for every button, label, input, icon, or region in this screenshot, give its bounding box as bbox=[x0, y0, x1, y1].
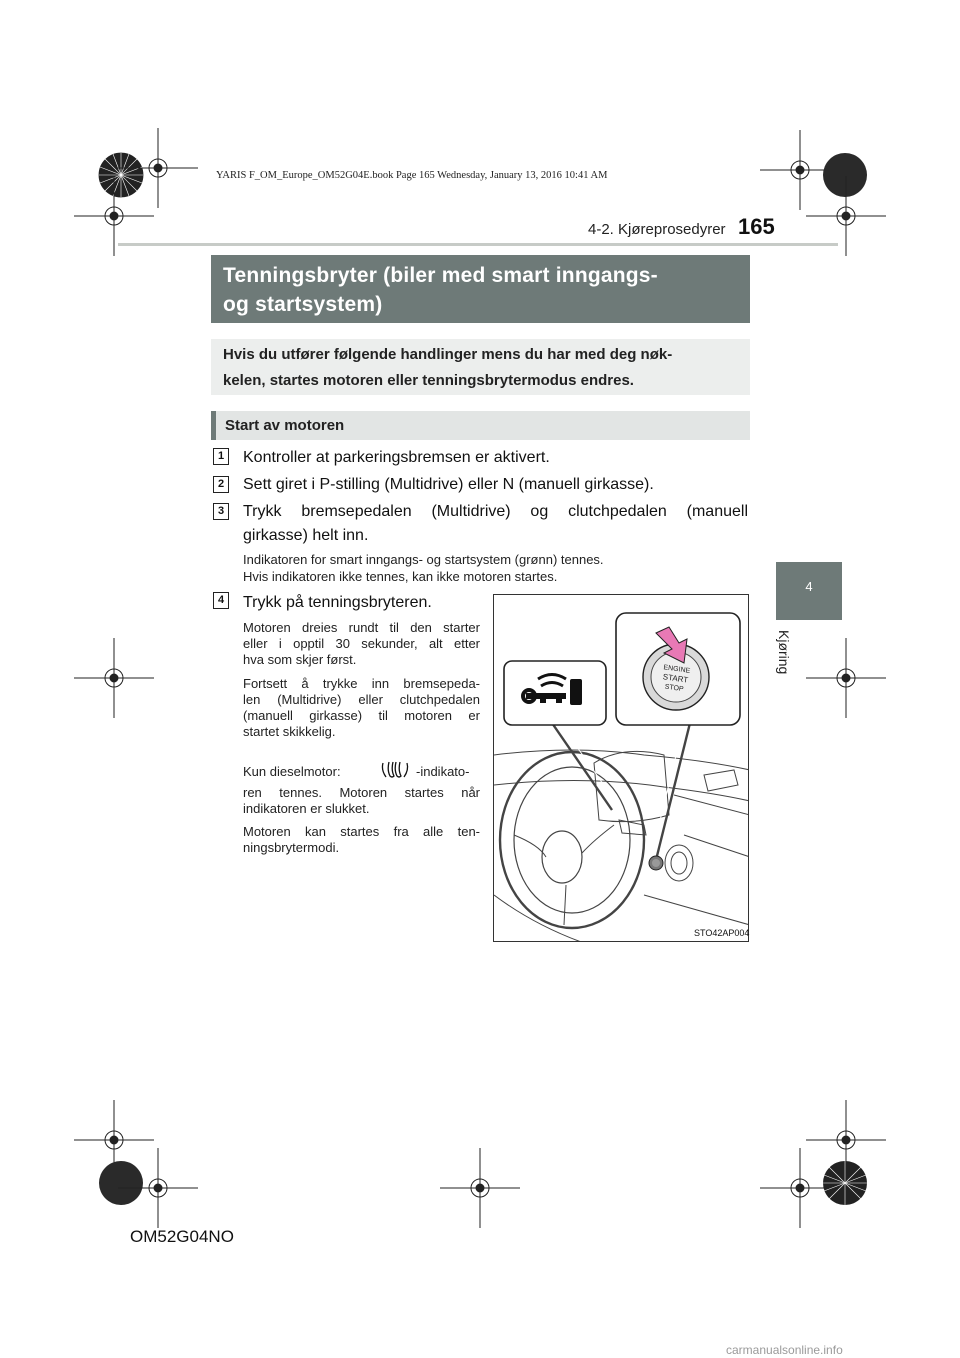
note-line: hva som skjer først. bbox=[243, 652, 357, 667]
step-4-note-paragraph-2 bbox=[243, 676, 480, 740]
book-file-info: YARIS F_OM_Europe_OM52G04E.book Page 165 Wednesday, January 13, 2016 10:41 AM bbox=[216, 170, 608, 181]
intro-line-1: Hvis du utfører følgende handlinger mens du har med deg nøk- bbox=[223, 346, 673, 363]
section-subheading: Start av motoren bbox=[211, 411, 750, 440]
note-line: Fortsett å trykke inn bremsepeda- bbox=[243, 676, 480, 691]
watermark: carmanualsonline.info bbox=[726, 1343, 843, 1357]
intro-text bbox=[211, 339, 750, 395]
note-line: Motoren dreies rundt til den starter bbox=[243, 620, 480, 635]
note-line: (manuell girkasse) til motoren er bbox=[243, 708, 480, 723]
button-engine-label: ENGINE bbox=[662, 664, 691, 675]
chapter-tab-label: Kjøring bbox=[776, 630, 792, 675]
chapter-tab: 4 bbox=[776, 562, 842, 620]
crosshair-bottom-left-icon bbox=[118, 1148, 198, 1228]
note-line: startet skikkelig. bbox=[243, 724, 336, 739]
step-2-text: Sett giret i P-stilling (Multidrive) eller N (manuell girkasse). bbox=[243, 476, 654, 493]
glow-plug-indicator-icon bbox=[380, 760, 410, 780]
step-number-4: 4 bbox=[213, 592, 229, 609]
header-divider bbox=[118, 243, 838, 246]
step-number-3: 3 bbox=[213, 503, 229, 520]
crosshair-right-middle-icon bbox=[806, 638, 886, 718]
diesel-note-suffix: -indikato- bbox=[416, 764, 470, 779]
step-3-note-line-1: Indikatoren for smart inngangs- og startsystem (grønn) tennes. bbox=[243, 552, 604, 567]
crosshair-bottom-center-icon bbox=[440, 1148, 520, 1228]
step-3-text-line-1: Trykk bremsepedalen (Multidrive) og clutchpedalen (manuell bbox=[243, 503, 748, 520]
step-1-text: Kontroller at parkeringsbremsen er aktivert. bbox=[243, 449, 550, 466]
note-line: Motoren kan startes fra alle ten- bbox=[243, 824, 480, 839]
dashboard-drawing bbox=[494, 595, 749, 942]
note-line: len (Multidrive) eller clutchpedalen bbox=[243, 692, 480, 707]
step-4-note-paragraph-1 bbox=[243, 620, 480, 668]
step-4-note-paragraph-3 bbox=[243, 785, 480, 817]
step-number-2: 2 bbox=[213, 476, 229, 493]
page-title bbox=[211, 255, 750, 323]
step-number-1: 1 bbox=[213, 448, 229, 465]
page-number: 165 bbox=[738, 214, 775, 239]
engine-start-illustration bbox=[493, 594, 749, 942]
button-stop-label: STOP bbox=[664, 683, 684, 694]
step-3-text-line-2: girkasse) helt inn. bbox=[243, 527, 369, 544]
page-title-line-1: Tenningsbryter (biler med smart inngangs- bbox=[223, 264, 658, 287]
step-3-note-line-2: Hvis indikatoren ikke tennes, kan ikke motoren startes. bbox=[243, 569, 558, 584]
note-line: ren tennes. Motoren startes når bbox=[243, 785, 480, 800]
step-4-text: Trykk på tenningsbryteren. bbox=[243, 594, 432, 611]
manual-code: OM52G04NO bbox=[130, 1227, 234, 1246]
section-path: 4-2. Kjøreprosedyrer bbox=[588, 221, 726, 238]
note-line: eller i opptil 30 sekunder, alt etter bbox=[243, 636, 480, 651]
crosshair-left-middle-icon bbox=[74, 638, 154, 718]
registration-mark-bottom-right-icon bbox=[820, 1158, 870, 1208]
note-line: ningsbrytermodi. bbox=[243, 840, 340, 855]
figure-code: STO42AP004 bbox=[694, 928, 750, 938]
page-title-line-2: og startsystem) bbox=[223, 293, 383, 316]
button-start-label: START bbox=[662, 672, 689, 685]
step-4-note-paragraph-4 bbox=[243, 824, 480, 856]
diesel-note-prefix: Kun dieselmotor: bbox=[243, 764, 341, 779]
intro-line-2: kelen, startes motoren eller tenningsbrytermodus endres. bbox=[223, 372, 634, 389]
chapter-tab-label-container bbox=[770, 630, 800, 690]
note-line: indikatoren er slukket. bbox=[243, 801, 370, 816]
